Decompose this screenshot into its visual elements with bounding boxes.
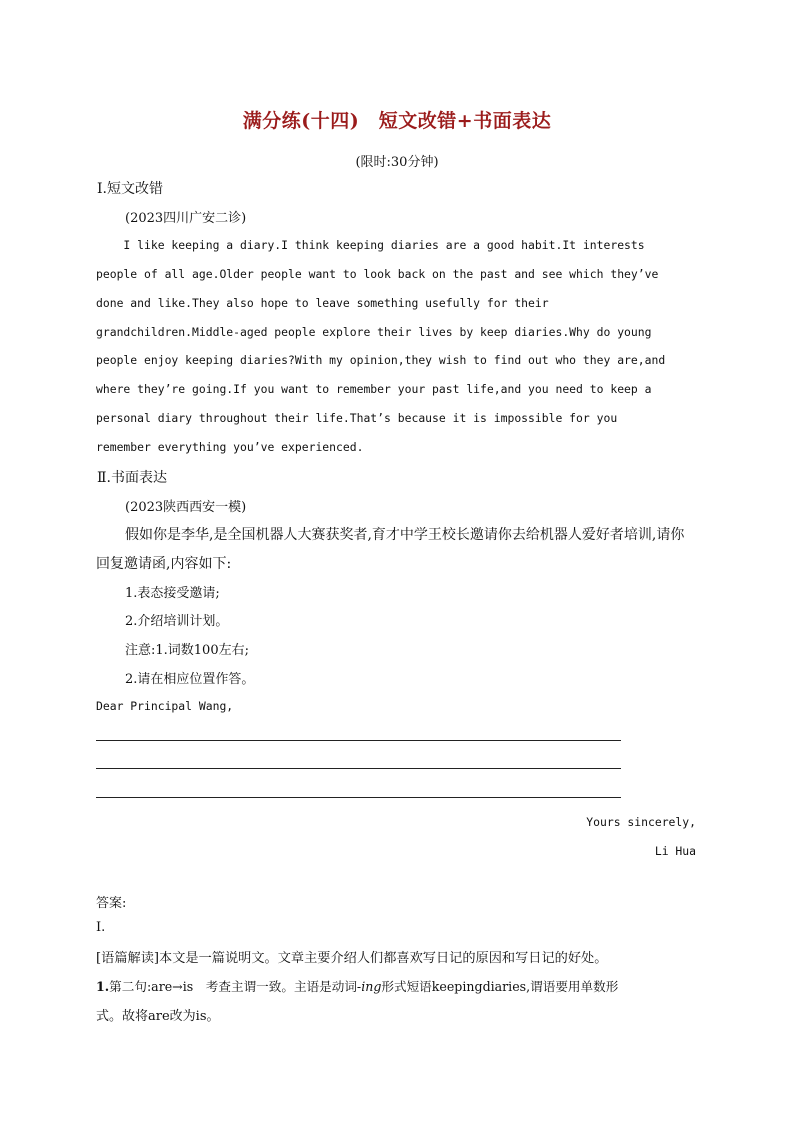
requirement-item: 2.介绍培训计划。	[125, 614, 229, 629]
note-item: 注意:1.词数100左右;	[125, 643, 249, 658]
passage-line: done and like.They also hope to leave something usefully for their	[96, 296, 549, 310]
answer-italic: ing	[361, 979, 382, 994]
answer-text: 第二句:are→is 考查主谓一致。主语是动词-	[109, 979, 362, 994]
section2-heading: Ⅱ.书面表达	[97, 470, 167, 486]
answers-section-mark: Ⅰ.	[96, 920, 106, 935]
section1-heading: Ⅰ.短文改错	[97, 181, 163, 197]
passage-line: remember everything you’ve experienced.	[96, 440, 364, 454]
answers-label: 答案:	[96, 896, 127, 911]
signature: Li Hua	[654, 844, 696, 858]
answer-text: 形式短语keepingdiaries,谓语要用单数形	[381, 979, 619, 994]
passage-line: where they’re going.If you want to remember your past life,and you need to keep a	[96, 382, 652, 396]
salutation: Dear Principal Wang,	[96, 699, 234, 713]
answer-item-1	[96, 976, 618, 995]
writing-prompt-cont: 回复邀请函,内容如下:	[96, 556, 232, 572]
answer-item-1-cont: 式。故将are改为is。	[96, 1009, 220, 1024]
section2-source: (2023陕西西安一模)	[125, 500, 247, 515]
passage-analysis: [语篇解读]本文是一篇说明文。文章主要介绍人们都喜欢写日记的原因和写日记的好处。	[96, 951, 608, 966]
closing: Yours sincerely,	[586, 815, 696, 829]
time-limit: (限时:30分钟)	[355, 155, 439, 170]
answer-line	[96, 797, 621, 798]
passage-line: personal diary throughout their life.That’s because it is impossible for you	[96, 411, 618, 425]
passage-line: people of all age.Older people want to look back on the past and see which they’ve	[96, 267, 659, 281]
answer-line	[96, 768, 621, 769]
answer-line	[96, 740, 621, 741]
note-item: 2.请在相应位置作答。	[125, 672, 255, 687]
page-title: 满分练(十四) 短文改错+书面表达	[242, 110, 552, 132]
section1-source: (2023四川广安二诊)	[125, 211, 247, 226]
requirement-item: 1.表态接受邀请;	[125, 586, 220, 601]
passage-line: people enjoy keeping diaries?With my opinion,they wish to find out who they are,and	[96, 353, 666, 367]
answer-number: 1.	[96, 979, 110, 994]
passage-line: grandchildren.Middle-aged people explore their lives by keep diaries.Why do young	[96, 325, 652, 339]
writing-prompt: 假如你是李华,是全国机器人大赛获奖者,育才中学王校长邀请你去给机器人爱好者培训,请你	[125, 527, 685, 543]
passage-line: I like keeping a diary.I think keeping diaries are a good habit.It interests	[96, 238, 645, 252]
